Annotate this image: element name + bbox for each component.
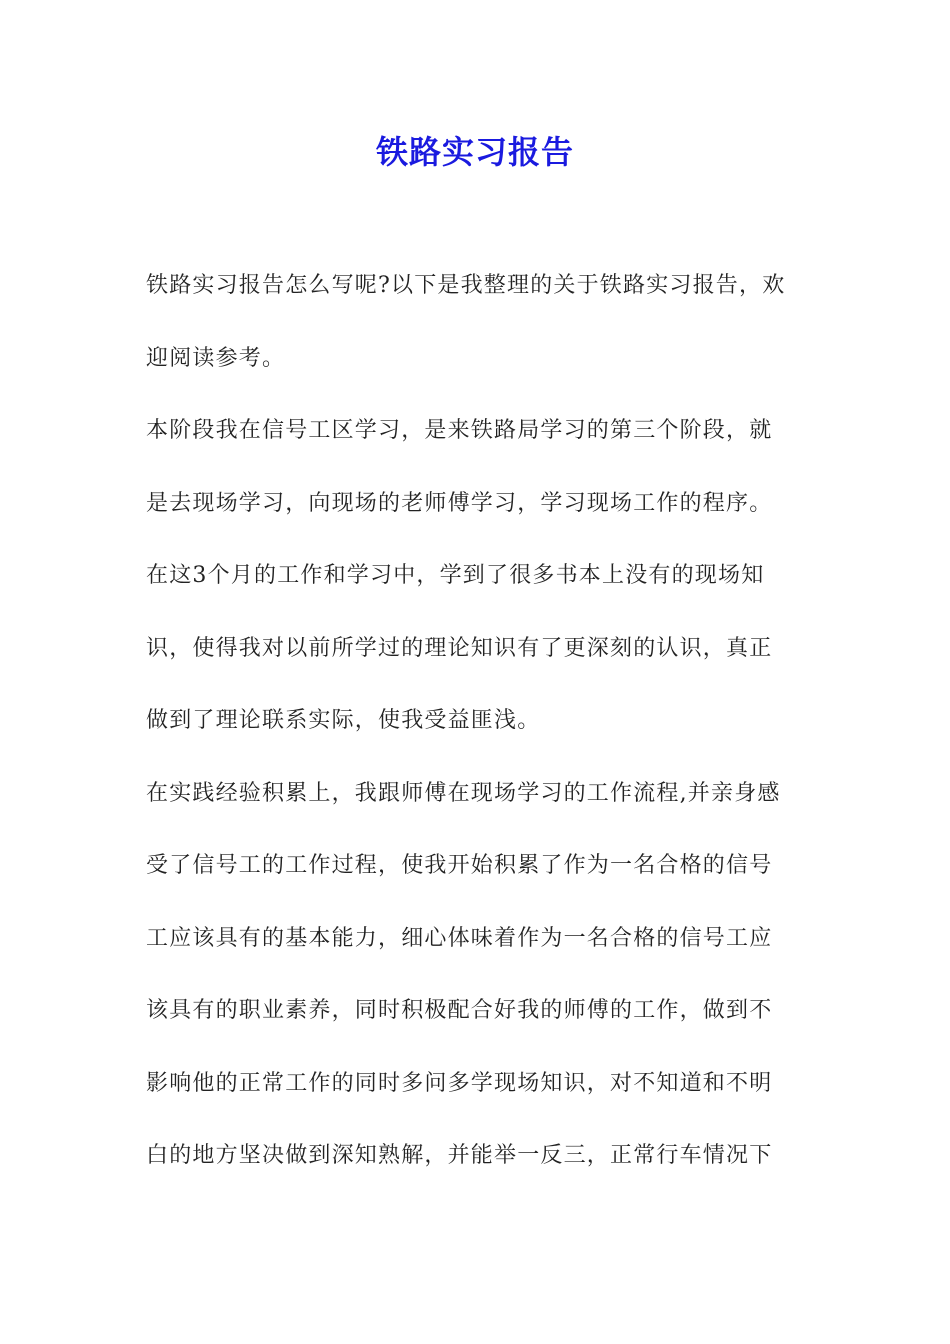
text-line: 迎阅读参考。 <box>146 345 286 371</box>
document-title: 铁路实习报告 <box>375 133 574 171</box>
text-line: 是去现场学习，向现场的老师傅学习，学习现场工作的程序。 <box>146 490 773 516</box>
text-line: 铁路实习报告怎么写呢?以下是我整理的关于铁路实习报告，欢 <box>146 273 786 298</box>
text-line: 识，使得我对以前所学过的理论知识有了更深刻的认识，真正 <box>146 635 773 661</box>
document-body <box>146 268 806 1211</box>
text-line: 在这3个月的工作和学习中，学到了很多书本上没有的现场知 <box>146 563 765 588</box>
text-line: 影响他的正常工作的同时多问多学现场知识，对不知道和不明 <box>146 1070 773 1096</box>
text-line: 白的地方坚决做到深知熟解，并能举一反三，正常行车情况下 <box>146 1143 773 1168</box>
text-line: 做到了理论联系实际，使我受益匪浅。 <box>146 708 541 733</box>
text-line: 受了信号工的工作过程，使我开始积累了作为一名合格的信号 <box>146 853 773 878</box>
text-line: 工应该具有的基本能力，细心体味着作为一名合格的信号工应 <box>146 925 773 951</box>
text-line: 该具有的职业素养，同时积极配合好我的师傅的工作，做到不 <box>146 998 773 1023</box>
text-line: 本阶段我在信号工区学习，是来铁路局学习的第三个阶段，就 <box>146 418 773 443</box>
text-line: 在实践经验积累上，我跟师傅在现场学习的工作流程,并亲身感 <box>146 780 781 806</box>
